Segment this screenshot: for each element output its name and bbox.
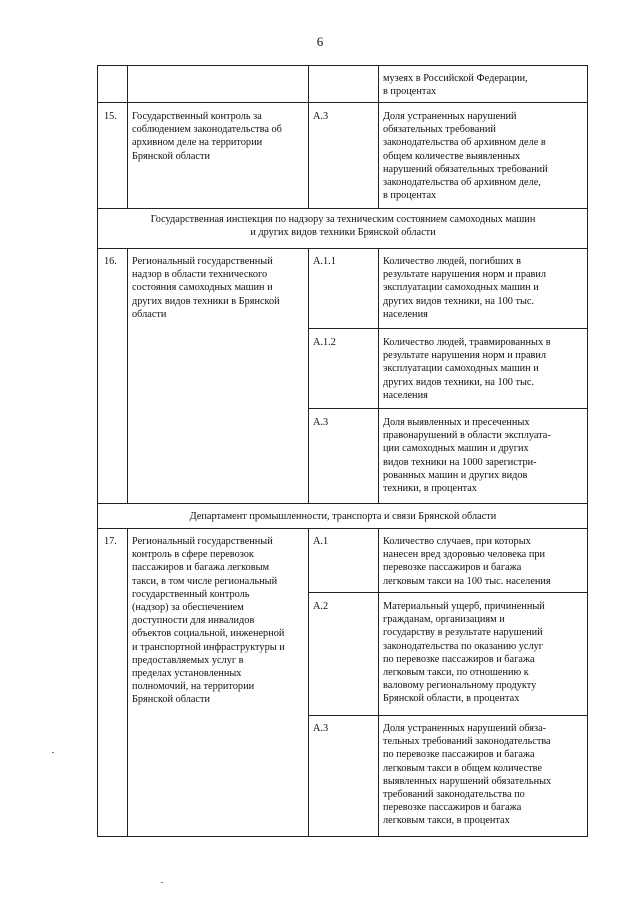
indicator-description: Доля устраненных нарушений обяза- тельных требований законодательства по перевозке пассажиров и багажа легковым такси в общем количестве выявленных нарушений обязательных требований законодательства по перевозке пассажиров и багажа легковым такси, в процентах bbox=[383, 723, 552, 827]
indicator-code: А.1.1 bbox=[313, 256, 336, 267]
cell-divider bbox=[308, 715, 588, 716]
column-divider bbox=[127, 248, 128, 503]
indicator-code: А.3 bbox=[313, 417, 329, 428]
column-divider bbox=[378, 65, 379, 208]
section-header: Государственная инспекция по надзору за техническим состоянием самоходных машин и других видов техники Брянской области bbox=[150, 214, 536, 239]
cell-divider bbox=[308, 592, 588, 593]
row-number: 17. bbox=[104, 536, 117, 547]
row-divider bbox=[97, 102, 588, 103]
control-type-name: Региональный государственный надзор в области технического состояния самоходных машин и других видов техники в Брянской области bbox=[132, 256, 280, 320]
row-divider bbox=[97, 528, 588, 529]
indicator-description: Количество людей, погибших в результате нарушения норм и правил эксплуатации самоходных машин и других видов техники, на 100 тыс. населения bbox=[383, 256, 547, 320]
indicator-code: А.1 bbox=[313, 536, 329, 547]
page-number: 6 bbox=[316, 34, 324, 49]
indicator-code: А.3 bbox=[313, 111, 329, 122]
indicator-description: музеях в Российской Федерации, в процентах bbox=[383, 73, 528, 98]
column-divider bbox=[378, 248, 379, 503]
section-header: Департамент промышленности, транспорта и связи Брянской области bbox=[189, 511, 497, 522]
scan-speck bbox=[52, 752, 54, 753]
row-number: 16. bbox=[104, 256, 117, 267]
row-number: 15. bbox=[104, 111, 117, 122]
table-border-bottom bbox=[97, 836, 588, 837]
column-divider bbox=[127, 65, 128, 208]
indicator-description: Доля устраненных нарушений обязательных требований законодательства об архивном деле в общем количестве выявленных нарушений обязательных требований законодательства об архивном деле, в процентах bbox=[383, 111, 548, 202]
column-divider bbox=[308, 528, 309, 836]
row-divider bbox=[97, 248, 588, 249]
cell-divider bbox=[308, 328, 588, 329]
scan-speck bbox=[161, 882, 163, 883]
indicator-description: Количество случаев, при которых нанесен вред здоровью человека при перевозке пассажиров и багажа легковым такси на 100 тыс. населения bbox=[383, 536, 551, 587]
control-type-name: Государственный контроль за соблюдением законодательства об архивном деле на территории Брянской области bbox=[132, 111, 282, 162]
indicator-code: А.3 bbox=[313, 723, 329, 734]
indicator-code: А.2 bbox=[313, 601, 329, 612]
cell-divider bbox=[308, 408, 588, 409]
table-border-right bbox=[587, 65, 588, 837]
indicator-description: Материальный ущерб, причиненный гражданам, организациям и государству в результате нарушений законодательства по оказанию услуг по перевозке пассажиров и багажа легковым такси, по отношению к валовому региональному продукту Брянской области, в процентах bbox=[383, 601, 545, 705]
indicator-description: Количество людей, травмированных в результате нарушения норм и правил эксплуатации самоходных машин и других видов техники, на 100 тыс. населения bbox=[383, 337, 551, 401]
column-divider bbox=[378, 528, 379, 836]
table-border-left bbox=[97, 65, 98, 837]
indicator-code: А.1.2 bbox=[313, 337, 336, 348]
column-divider bbox=[308, 248, 309, 503]
row-divider bbox=[97, 503, 588, 504]
indicator-description: Доля выявленных и пресеченных правонарушений в области эксплуата- ции самоходных машин и других видов техники на 1000 зарегистри- рованных машин и других видов техники, в процентах bbox=[383, 417, 551, 495]
row-divider bbox=[97, 208, 588, 209]
column-divider bbox=[127, 528, 128, 836]
column-divider bbox=[308, 65, 309, 208]
table-border-top bbox=[97, 65, 588, 66]
control-type-name: Региональный государственный контроль в сфере перевозок пассажиров и багажа легковым такси, в том числе региональный государственный контроль (надзор) за обеспечением доступности для инвалидов объектов социальной, инженерной и транспортной инфраструктуры и предоставляемых услуг в пределах установленных полномочий, на территории Брянской области bbox=[132, 536, 285, 706]
